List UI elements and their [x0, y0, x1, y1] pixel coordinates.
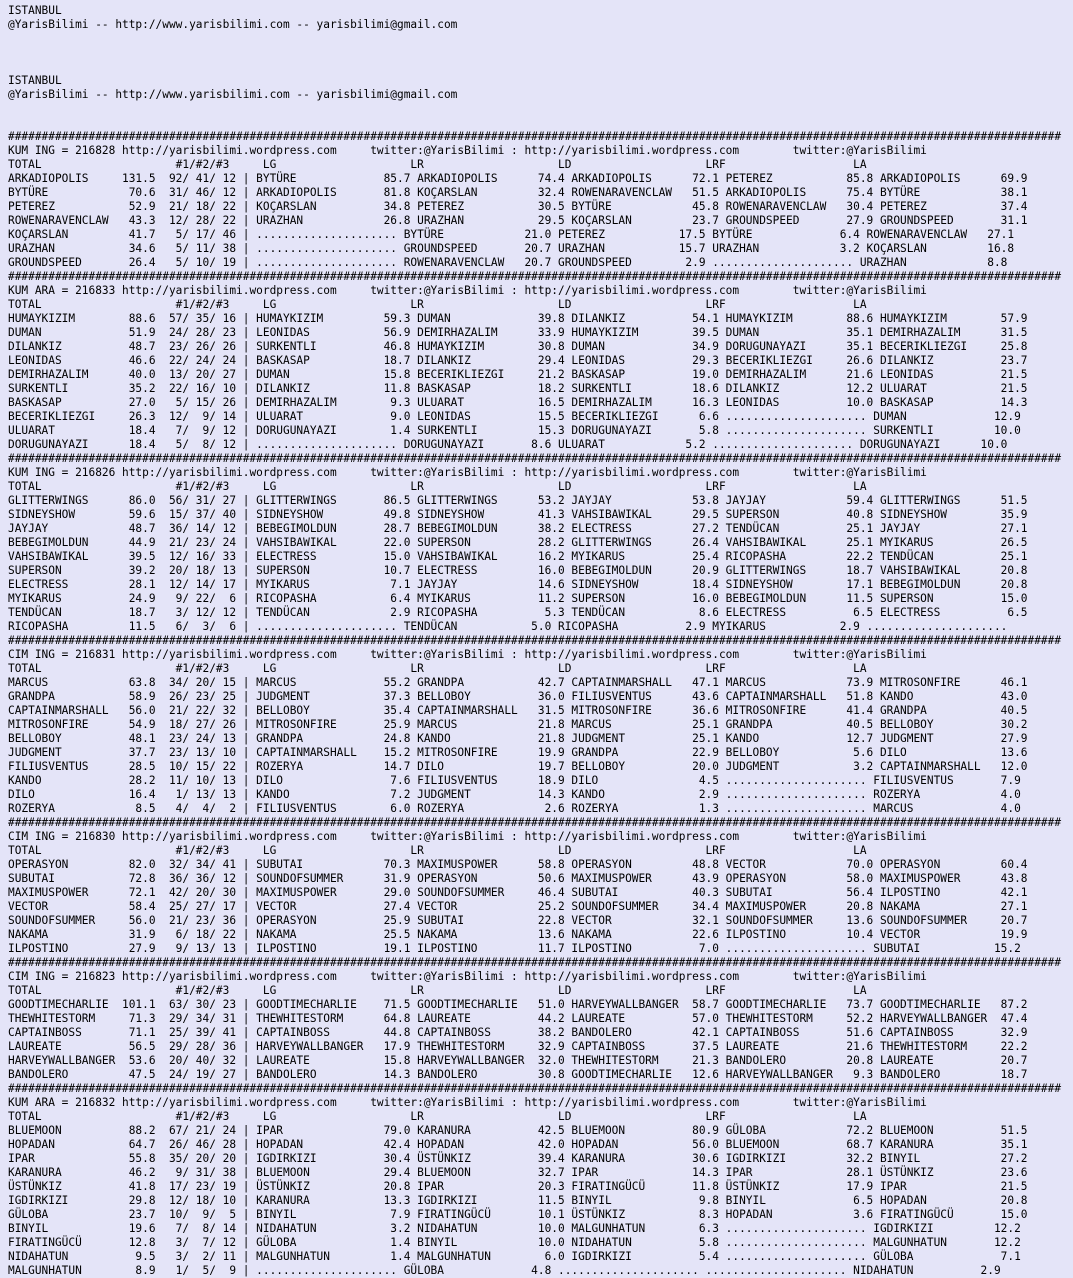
text-line: ULUARAT 18.4 7/ 9/ 12 | DORUGUNAYAZI 1.4 SURKENTLI 15.3 DORUGUNAYAZI 5.8 ..................... SURKENTLI 10.0: [8, 424, 1021, 437]
text-line: KANDO 28.2 11/ 10/ 13 | DILO 7.6 FILIUSVENTUS 18.9 DILO 4.5 ..................... FILIUSVENTUS 7.9: [8, 774, 1021, 787]
text-line: TOTAL #1/#2/#3 LG LR LD LRF LA: [8, 984, 867, 997]
text-line: DEMIRHAZALIM 40.0 13/ 20/ 27 | DUMAN 15.8 BECERIKLIEZGI 21.2 BASKASAP 19.0 DEMIRHAZALIM 21.6 LEONIDAS 21.5: [8, 368, 1028, 381]
text-line: TENDÜCAN 18.7 3/ 12/ 12 | TENDÜCAN 2.9 RICOPASHA 5.3 TENDÜCAN 8.6 ELECTRESS 6.5 ELECTRESS 6.5: [8, 606, 1028, 619]
text-line: @YarisBilimi -- http://www.yarisbilimi.com -- yarisbilimi@gmail.com: [8, 18, 458, 31]
text-line: TOTAL #1/#2/#3 LG LR LD LRF LA: [8, 298, 867, 311]
results-document: [8, 4, 1068, 1278]
text-line: #############################################################################################################################################################: [8, 816, 1062, 829]
text-line: THEWHITESTORM 71.3 29/ 34/ 31 | THEWHITESTORM 64.8 LAUREATE 44.2 LAUREATE 57.0 THEWHITESTORM 52.2 HARVEYWALLBANGER 47.4: [8, 1012, 1028, 1025]
text-line: HOPADAN 64.7 26/ 46/ 28 | HOPADAN 42.4 HOPADAN 42.0 HOPADAN 56.0 BLUEMOON 68.7 KARANURA 35.1: [8, 1138, 1028, 1151]
text-line: GLITTERWINGS 86.0 56/ 31/ 27 | GLITTERWINGS 86.5 GLITTERWINGS 53.2 JAYJAY 53.8 JAYJAY 59.4 GLITTERWINGS 51.5: [8, 494, 1028, 507]
text-line: BYTÜRE 70.6 31/ 46/ 12 | ARKADIOPOLIS 81.8 KOÇARSLAN 32.4 ROWENARAVENCLAW 51.5 ARKADIOPOLIS 75.4 BYTÜRE 38.1: [8, 186, 1028, 199]
text-line: MALGUNHATUN 8.9 1/ 5/ 9 | ..................... GÜLOBA 4.8 ..................... ..................... NIDAHATUN 2.9: [8, 1264, 1001, 1277]
text-line: URAZHAN 34.6 5/ 11/ 38 | ..................... GROUNDSPEED 20.7 URAZHAN 15.7 URAZHAN 3.2 KOÇARSLAN 16.8: [8, 242, 1015, 255]
text-line: TOTAL #1/#2/#3 LG LR LD LRF LA: [8, 662, 867, 675]
text-line: CIM ING = 216823 http://yarisbilimi.wordpress.com twitter:@YarisBilimi : http://yarisbilimi.wordpress.com twitter:@YarisBilimi: [8, 970, 927, 983]
text-line: BECERIKLIEZGI 26.3 12/ 9/ 14 | ULUARAT 9.0 LEONIDAS 15.5 BECERIKLIEZGI 6.6 ..................... DUMAN 12.9: [8, 410, 1021, 423]
text-line: CAPTAINMARSHALL 56.0 21/ 22/ 32 | BELLOBOY 35.4 CAPTAINMARSHALL 31.5 MITROSONFIRE 36.6 MITROSONFIRE 41.4 GRANDPA 40.5: [8, 704, 1028, 717]
text-line: MITROSONFIRE 54.9 18/ 27/ 26 | MITROSONFIRE 25.9 MARCUS 21.8 MARCUS 25.1 GRANDPA 40.5 BELLOBOY 30.2: [8, 718, 1028, 731]
text-line: JAYJAY 48.7 36/ 14/ 12 | BEBEGIMOLDUN 28.7 BEBEGIMOLDUN 38.2 ELECTRESS 27.2 TENDÜCAN 25.1 JAYJAY 27.1: [8, 522, 1028, 535]
text-line: JUDGMENT 37.7 23/ 13/ 10 | CAPTAINMARSHALL 15.2 MITROSONFIRE 19.9 GRANDPA 22.9 BELLOBOY 5.6 DILO 13.6: [8, 746, 1028, 759]
text-line: VECTOR 58.4 25/ 27/ 17 | VECTOR 27.4 VECTOR 25.2 SOUNDOFSUMMER 34.4 MAXIMUSPOWER 20.8 NAKAMA 27.1: [8, 900, 1028, 913]
text-line: OPERASYON 82.0 32/ 34/ 41 | SUBUTAI 70.3 MAXIMUSPOWER 58.8 OPERASYON 48.8 VECTOR 70.0 OPERASYON 60.4: [8, 858, 1028, 871]
text-line: TOTAL #1/#2/#3 LG LR LD LRF LA: [8, 1110, 867, 1123]
text-line: HARVEYWALLBANGER 53.6 20/ 40/ 32 | LAUREATE 15.8 HARVEYWALLBANGER 32.0 THEWHITESTORM 21.3 BANDOLERO 20.8 LAUREATE 20.7: [8, 1054, 1028, 1067]
text-line: IPAR 55.8 35/ 20/ 20 | IGDIRKIZI 30.4 ÜSTÜNKIZ 39.4 KARANURA 30.6 IGDIRKIZI 32.2 BINYIL 27.2: [8, 1152, 1028, 1165]
text-line: KARANURA 46.2 9/ 31/ 38 | BLUEMOON 29.4 BLUEMOON 32.7 IPAR 14.3 IPAR 28.1 ÜSTÜNKIZ 23.6: [8, 1166, 1028, 1179]
text-line: MYIKARUS 24.9 9/ 22/ 6 | RICOPASHA 6.4 MYIKARUS 11.2 SUPERSON 16.0 BEBEGIMOLDUN 11.5 SUPERSON 15.0: [8, 592, 1028, 605]
text-line: FIRATINGÜCÜ 12.8 3/ 7/ 12 | GÜLOBA 1.4 BINYIL 10.0 NIDAHATUN 5.8 ..................... MALGUNHATUN 12.2: [8, 1236, 1021, 1249]
text-line: ISTANBUL: [8, 4, 62, 17]
text-line: GÜLOBA 23.7 10/ 9/ 5 | BINYIL 7.9 FIRATINGÜCÜ 10.1 ÜSTÜNKIZ 8.3 HOPADAN 3.6 FIRATINGÜCÜ 15.0: [8, 1208, 1028, 1221]
text-line: PETEREZ 52.9 21/ 18/ 22 | KOÇARSLAN 34.8 PETEREZ 30.5 BYTÜRE 45.8 ROWENARAVENCLAW 30.4 PETEREZ 37.4: [8, 200, 1028, 213]
text-line: DORUGUNAYAZI 18.4 5/ 8/ 12 | ..................... DORUGUNAYAZI 8.6 ULUARAT 5.2 ..................... DORUGUNAYAZI 10.0: [8, 438, 1008, 451]
text-line: BINYIL 19.6 7/ 8/ 14 | NIDAHATUN 3.2 NIDAHATUN 10.0 MALGUNHATUN 6.3 ..................... IGDIRKIZI 12.2: [8, 1222, 1021, 1235]
text-line: DILANKIZ 48.7 23/ 26/ 26 | SURKENTLI 46.8 HUMAYKIZIM 30.8 DUMAN 34.9 DORUGUNAYAZI 35.1 BECERIKLIEZGI 25.8: [8, 340, 1028, 353]
text-line: MARCUS 63.8 34/ 20/ 15 | MARCUS 55.2 GRANDPA 42.7 CAPTAINMARSHALL 47.1 MARCUS 73.9 MITROSONFIRE 46.1: [8, 676, 1028, 689]
text-line: ILPOSTINO 27.9 9/ 13/ 13 | ILPOSTINO 19.1 ILPOSTINO 11.7 ILPOSTINO 7.0 ..................... SUBUTAI 15.2: [8, 942, 1021, 955]
text-line: RICOPASHA 11.5 6/ 3/ 6 | ..................... TENDÜCAN 5.0 RICOPASHA 2.9 MYIKARUS 2.9 .....................: [8, 620, 1008, 633]
text-line: ELECTRESS 28.1 12/ 14/ 17 | MYIKARUS 7.1 JAYJAY 14.6 SIDNEYSHOW 18.4 SIDNEYSHOW 17.1 BEBEGIMOLDUN 20.8: [8, 578, 1028, 591]
text-line: TOTAL #1/#2/#3 LG LR LD LRF LA: [8, 844, 867, 857]
text-line: IGDIRKIZI 29.8 12/ 18/ 10 | KARANURA 13.3 IGDIRKIZI 11.5 BINYIL 9.8 BINYIL 6.5 HOPADAN 20.8: [8, 1194, 1028, 1207]
text-line: KUM ARA = 216833 http://yarisbilimi.wordpress.com twitter:@YarisBilimi : http://yarisbilimi.wordpress.com twitter:@YarisBilimi: [8, 284, 927, 297]
text-line: [8, 60, 1068, 74]
text-line: #############################################################################################################################################################: [8, 130, 1062, 143]
text-line: CAPTAINBOSS 71.1 25/ 39/ 41 | CAPTAINBOSS 44.8 CAPTAINBOSS 38.2 BANDOLERO 42.1 CAPTAINBOSS 51.6 CAPTAINBOSS 32.9: [8, 1026, 1028, 1039]
text-line: @YarisBilimi -- http://www.yarisbilimi.com -- yarisbilimi@gmail.com: [8, 88, 458, 101]
text-line: #############################################################################################################################################################: [8, 956, 1062, 969]
text-line: KUM ARA = 216832 http://yarisbilimi.wordpress.com twitter:@YarisBilimi : http://yarisbilimi.wordpress.com twitter:@YarisBilimi: [8, 1096, 927, 1109]
text-line: LAUREATE 56.5 29/ 28/ 36 | HARVEYWALLBANGER 17.9 THEWHITESTORM 32.9 CAPTAINBOSS 37.5 LAUREATE 21.6 THEWHITESTORM 22.2: [8, 1040, 1028, 1053]
text-line: KUM ING = 216826 http://yarisbilimi.wordpress.com twitter:@YarisBilimi : http://yarisbilimi.wordpress.com twitter:@YarisBilimi: [8, 466, 927, 479]
text-line: BANDOLERO 47.5 24/ 19/ 27 | BANDOLERO 14.3 BANDOLERO 30.8 GOODTIMECHARLIE 12.6 HARVEYWALLBANGER 9.3 BANDOLERO 18.7: [8, 1068, 1028, 1081]
text-line: [8, 102, 1068, 116]
text-line: #############################################################################################################################################################: [8, 452, 1062, 465]
text-line: ISTANBUL: [8, 74, 62, 87]
text-line: LEONIDAS 46.6 22/ 24/ 24 | BASKASAP 18.7 DILANKIZ 29.4 LEONIDAS 29.3 BECERIKLIEZGI 26.6 DILANKIZ 23.7: [8, 354, 1028, 367]
text-line: #############################################################################################################################################################: [8, 1082, 1062, 1095]
text-line: BLUEMOON 88.2 67/ 21/ 24 | IPAR 79.0 KARANURA 42.5 BLUEMOON 80.9 GÜLOBA 72.2 BLUEMOON 51.5: [8, 1124, 1028, 1137]
text-line: BELLOBOY 48.1 23/ 24/ 13 | GRANDPA 24.8 KANDO 21.8 JUDGMENT 25.1 KANDO 12.7 JUDGMENT 27.9: [8, 732, 1028, 745]
text-line: TOTAL #1/#2/#3 LG LR LD LRF LA: [8, 480, 867, 493]
text-line: GOODTIMECHARLIE 101.1 63/ 30/ 23 | GOODTIMECHARLIE 71.5 GOODTIMECHARLIE 51.0 HARVEYWALLBANGER 58.7 GOODTIMECHARLIE 73.7 GOODTIMECHARLIE 87.2: [8, 998, 1028, 1011]
text-line: KOÇARSLAN 41.7 5/ 17/ 46 | ..................... BYTÜRE 21.0 PETEREZ 17.5 BYTÜRE 6.4 ROWENARAVENCLAW 27.1: [8, 228, 1015, 241]
text-line: SOUNDOFSUMMER 56.0 21/ 23/ 36 | OPERASYON 25.9 SUBUTAI 22.8 VECTOR 32.1 SOUNDOFSUMMER 13.6 SOUNDOFSUMMER 20.7: [8, 914, 1028, 927]
text-line: FILIUSVENTUS 28.5 10/ 15/ 22 | ROZERYA 14.7 DILO 19.7 BELLOBOY 20.0 JUDGMENT 3.2 CAPTAINMARSHALL 12.0: [8, 760, 1028, 773]
text-line: NAKAMA 31.9 6/ 18/ 22 | NAKAMA 25.5 NAKAMA 13.6 NAKAMA 22.6 ILPOSTINO 10.4 VECTOR 19.9: [8, 928, 1028, 941]
text-line: BASKASAP 27.0 5/ 15/ 26 | DEMIRHAZALIM 9.3 ULUARAT 16.5 DEMIRHAZALIM 16.3 LEONIDAS 10.0 BASKASAP 14.3: [8, 396, 1028, 409]
text-line: NIDAHATUN 9.5 3/ 2/ 11 | MALGUNHATUN 1.4 MALGUNHATUN 6.0 IGDIRKIZI 5.4 ..................... GÜLOBA 7.1: [8, 1250, 1021, 1263]
text-line: HUMAYKIZIM 88.6 57/ 35/ 16 | HUMAYKIZIM 59.3 DUMAN 39.8 DILANKIZ 54.1 HUMAYKIZIM 88.6 HUMAYKIZIM 57.9: [8, 312, 1028, 325]
text-line: DILO 16.4 1/ 13/ 13 | KANDO 7.2 JUDGMENT 14.3 KANDO 2.9 ..................... ROZERYA 4.0: [8, 788, 1021, 801]
text-line: KUM ING = 216828 http://yarisbilimi.wordpress.com twitter:@YarisBilimi : http://yarisbilimi.wordpress.com twitter:@YarisBilimi: [8, 144, 927, 157]
text-line: [8, 46, 1068, 60]
text-line: BEBEGIMOLDUN 44.9 21/ 23/ 24 | VAHSIBAWIKAL 22.0 SUPERSON 28.2 GLITTERWINGS 26.4 VAHSIBAWIKAL 25.1 MYIKARUS 26.5: [8, 536, 1028, 549]
text-line: SIDNEYSHOW 59.6 15/ 37/ 40 | SIDNEYSHOW 49.8 SIDNEYSHOW 41.3 VAHSIBAWIKAL 29.5 SUPERSON 40.8 SIDNEYSHOW 35.9: [8, 508, 1028, 521]
text-line: DUMAN 51.9 24/ 28/ 23 | LEONIDAS 56.9 DEMIRHAZALIM 33.9 HUMAYKIZIM 39.5 DUMAN 35.1 DEMIRHAZALIM 31.5: [8, 326, 1028, 339]
text-line: SUPERSON 39.2 20/ 18/ 13 | SUPERSON 10.7 ELECTRESS 16.0 BEBEGIMOLDUN 20.9 GLITTERWINGS 18.7 VAHSIBAWIKAL 20.8: [8, 564, 1028, 577]
text-line: ÜSTÜNKIZ 41.8 17/ 23/ 19 | ÜSTÜNKIZ 20.8 IPAR 20.3 FIRATINGÜCÜ 11.8 ÜSTÜNKIZ 17.9 IPAR 21.5: [8, 1180, 1028, 1193]
text-line: ROZERYA 8.5 4/ 4/ 2 | FILIUSVENTUS 6.0 ROZERYA 2.6 ROZERYA 1.3 ..................... MARCUS 4.0: [8, 802, 1021, 815]
text-line: SURKENTLI 35.2 22/ 16/ 10 | DILANKIZ 11.8 BASKASAP 18.2 SURKENTLI 18.6 DILANKIZ 12.2 ULUARAT 21.5: [8, 382, 1028, 395]
text-line: ARKADIOPOLIS 131.5 92/ 41/ 12 | BYTÜRE 85.7 ARKADIOPOLIS 74.4 ARKADIOPOLIS 72.1 PETEREZ 85.8 ARKADIOPOLIS 69.9: [8, 172, 1028, 185]
text-line: ROWENARAVENCLAW 43.3 12/ 28/ 22 | URAZHAN 26.8 URAZHAN 29.5 KOÇARSLAN 23.7 GROUNDSPEED 27.9 GROUNDSPEED 31.1: [8, 214, 1028, 227]
text-line: CIM ING = 216830 http://yarisbilimi.wordpress.com twitter:@YarisBilimi : http://yarisbilimi.wordpress.com twitter:@YarisBilimi: [8, 830, 927, 843]
text-line: MAXIMUSPOWER 72.1 42/ 20/ 30 | MAXIMUSPOWER 29.0 SOUNDOFSUMMER 46.4 SUBUTAI 40.3 SUBUTAI 56.4 ILPOSTINO 42.1: [8, 886, 1028, 899]
text-line: [8, 32, 1068, 46]
text-line: #############################################################################################################################################################: [8, 634, 1062, 647]
text-line: GRANDPA 58.9 26/ 23/ 25 | JUDGMENT 37.3 BELLOBOY 36.0 FILIUSVENTUS 43.6 CAPTAINMARSHALL 51.8 KANDO 43.0: [8, 690, 1028, 703]
text-line: GROUNDSPEED 26.4 5/ 10/ 19 | ..................... ROWENARAVENCLAW 20.7 GROUNDSPEED 2.9 ..................... URAZHAN 8.8: [8, 256, 1008, 269]
text-line: SUBUTAI 72.8 36/ 36/ 12 | SOUNDOFSUMMER 31.9 OPERASYON 50.6 MAXIMUSPOWER 43.9 OPERASYON 58.0 MAXIMUSPOWER 43.8: [8, 872, 1028, 885]
text-line: #############################################################################################################################################################: [8, 270, 1062, 283]
text-line: [8, 116, 1068, 130]
text-line: CIM ING = 216831 http://yarisbilimi.wordpress.com twitter:@YarisBilimi : http://yarisbilimi.wordpress.com twitter:@YarisBilimi: [8, 648, 927, 661]
text-line: VAHSIBAWIKAL 39.5 12/ 16/ 33 | ELECTRESS 15.0 VAHSIBAWIKAL 16.2 MYIKARUS 25.4 RICOPASHA 22.2 TENDÜCAN 25.1: [8, 550, 1028, 563]
text-line: TOTAL #1/#2/#3 LG LR LD LRF LA: [8, 158, 867, 171]
